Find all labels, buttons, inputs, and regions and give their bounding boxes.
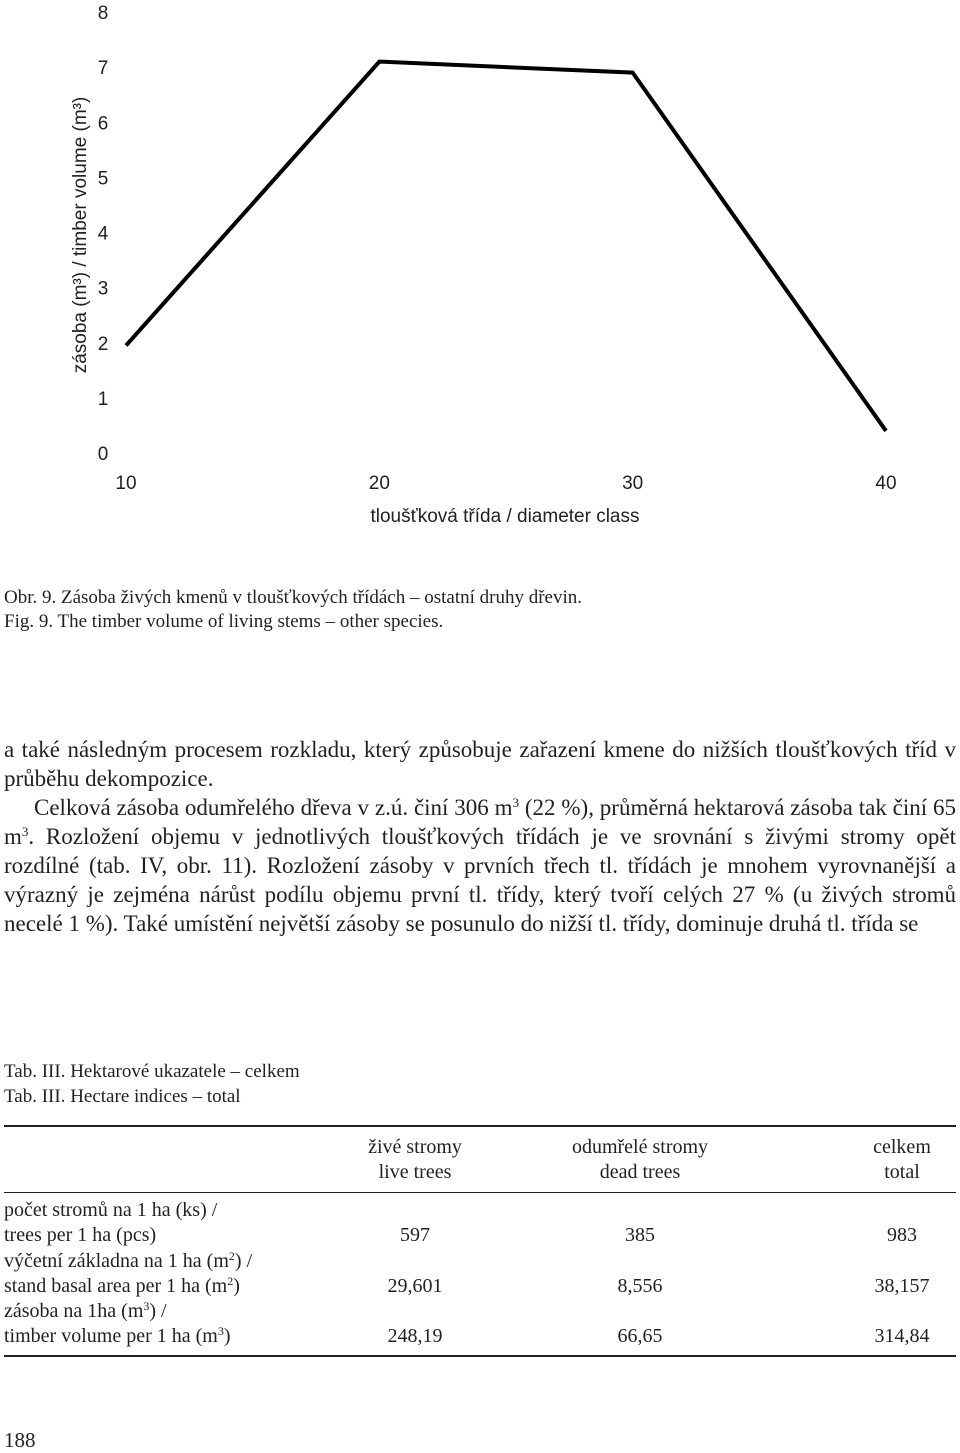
- row-2-label-cz: výčetní základna na 1 ha $(m^2)$ /: [4, 1249, 253, 1272]
- row-1-label-en: trees per 1 ha (pcs): [4, 1224, 157, 1246]
- figure-caption-cz: Obr. 9. Zásoba živých kmenů v tloušťkových třídách – ostatní druhy dřevin.: [4, 587, 583, 608]
- x-axis-label: tloušťková třída / diameter class: [370, 506, 640, 527]
- y-tick-label: 5: [97, 168, 109, 190]
- x-tick-label: 40: [875, 473, 897, 494]
- y-tick-label: 2: [97, 333, 109, 355]
- row-1-dead: 385: [625, 1224, 655, 1246]
- y-axis-label: zásoba (m³) / timber volume (m³): [70, 96, 91, 374]
- body-text: [4, 735, 956, 938]
- timber-volume-line-chart: [0, 0, 960, 540]
- table-bottom-rule: [4, 1355, 956, 1357]
- y-tick-label: 0: [97, 444, 109, 465]
- x-tick-label: 20: [368, 473, 390, 494]
- row-3-live: 248,19: [387, 1325, 443, 1347]
- header-dead-cz: odumřelé stromy: [571, 1136, 709, 1158]
- page-number: 188: [4, 1428, 36, 1452]
- y-tick-label: 4: [97, 223, 109, 245]
- row-2-dead: 8,556: [617, 1275, 663, 1297]
- row-3-label-en: timber volume per 1 ha $(m^3)$: [4, 1324, 231, 1347]
- y-tick-label: 1: [97, 388, 109, 410]
- header-dead-en: dead trees: [599, 1161, 681, 1183]
- header-live-en: live trees: [378, 1161, 452, 1183]
- row-1-total: 983: [887, 1224, 917, 1246]
- figure-caption-en: Fig. 9. The timber volume of living stems – other species.: [4, 611, 444, 632]
- row-1-label-cz: počet stromů na 1 ha (ks) /: [4, 1199, 218, 1221]
- x-tick-label: 30: [622, 473, 644, 494]
- y-axis-ticks: [98, 3, 109, 465]
- header-total-en: total: [884, 1161, 920, 1183]
- table-top-rule: [4, 1125, 956, 1127]
- header-total-cz: celkem: [873, 1136, 931, 1158]
- y-tick-label: 8: [97, 3, 109, 24]
- row-2-total: 38,157: [874, 1275, 930, 1297]
- x-tick-label: 10: [115, 473, 137, 494]
- series-line: [126, 62, 886, 431]
- table-title-en: Tab. III. Hectare indices – total: [4, 1086, 241, 1107]
- table-title-cz: Tab. III. Hektarové ukazatele – celkem: [4, 1061, 300, 1082]
- table-header-rule: [4, 1192, 956, 1193]
- y-tick-label: 6: [97, 113, 109, 135]
- y-tick-label: 7: [97, 58, 109, 80]
- paragraph-1: a také následným procesem rozkladu, který způsobuje zařazení kmene do nižších tloušťkových tříd v průběhu dekompozice.: [4, 737, 956, 791]
- paragraph-2: Celková zásoba odumřelého dřeva v z.ú. činí 306 $m^3$ (22 %), průměrná hektarová zásoba tak činí 65 $m^3$. Rozložení objemu v jednotlivých tloušťkových třídách je ve srovnání s živými stromy opět rozdílné (tab. IV, obr. 11). Rozložení zásoby v prvních třech tl. třídách je mnohem vyrovnanější a výrazný je zejména nárůst podílu objemu první tl. třídy, který tvoří celých 27 % (u živých stromů necelé 1 %). Také umístění největší zásoby se posunulo do nižší tl. třídy, dominuje druhá tl. třída se: [4, 795, 956, 936]
- row-3-dead: 66,65: [617, 1325, 663, 1347]
- header-live-cz: živé stromy: [368, 1136, 462, 1158]
- row-2-live: 29,601: [387, 1275, 443, 1297]
- row-3-total: 314,84: [874, 1325, 930, 1347]
- row-1-live: 597: [400, 1224, 430, 1246]
- row-3-label-cz: zásoba na 1ha $(m^3)$ /: [4, 1299, 167, 1322]
- y-tick-label: 3: [97, 278, 109, 300]
- row-2-label-en: stand basal area per 1 ha $(m^2)$: [4, 1274, 240, 1297]
- x-axis-ticks: [115, 473, 896, 494]
